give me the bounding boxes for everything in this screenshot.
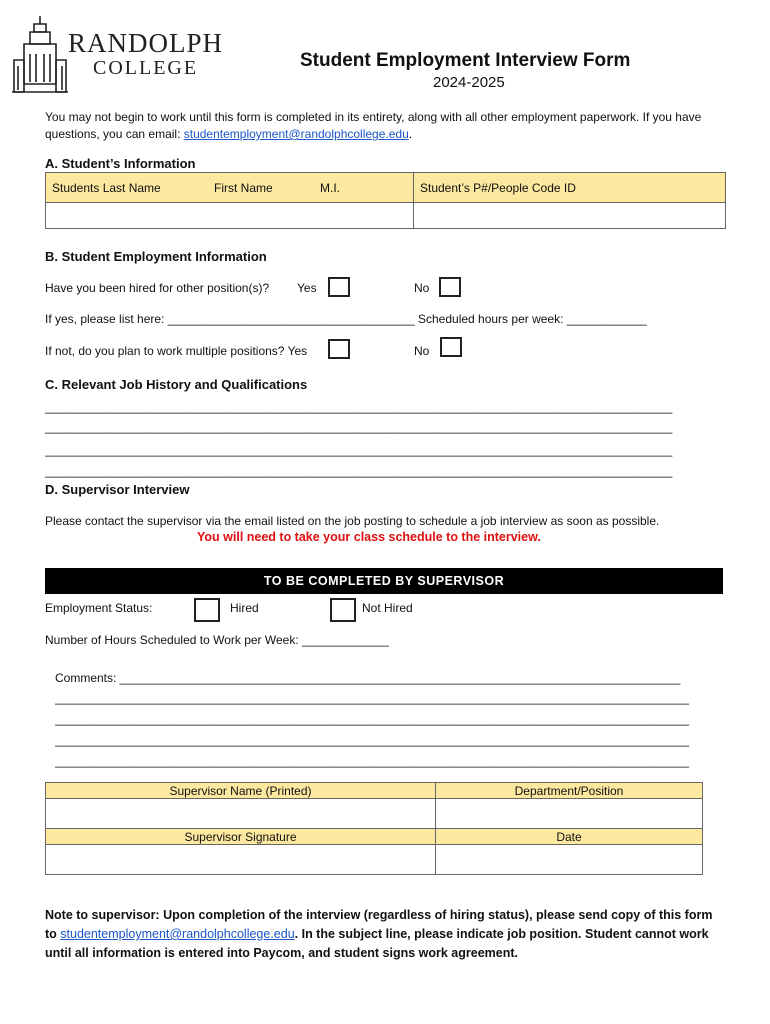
student-info-table (45, 172, 726, 229)
supervisor-name-input[interactable] (46, 799, 436, 829)
note-part-1: Note to supervisor: Upon completion of the interview (regardless of hiring status), please send copy of this form to (45, 908, 713, 941)
q3-no-checkbox[interactable] (440, 337, 462, 357)
intro-end: . (408, 127, 413, 141)
comments-line-1[interactable]: Comments: ____________________________________________________________________________________ (55, 671, 681, 685)
comments-line-3[interactable]: _______________________________________________________________________________________________ (55, 712, 690, 726)
employment-status-label: Employment Status: (45, 601, 153, 615)
department-input[interactable] (436, 799, 703, 829)
q1-no-label: No (414, 281, 430, 295)
section-b-title: B. Student Employment Information (45, 249, 267, 264)
job-history-line-3[interactable]: ______________________________________________________________________________________________ (45, 443, 673, 457)
section-a-title: A. Student’s Information (45, 156, 196, 171)
intro-body: You may not begin to work until this form is completed in its entirety, along with all other employment paperwork. If you have questions, you can email: (45, 110, 702, 141)
randolph-college-logo (10, 14, 70, 96)
q1-no-checkbox[interactable] (439, 277, 461, 297)
note-email-link[interactable]: studentemployment@randolphcollege.edu (60, 927, 295, 941)
q3-no-label: No (414, 344, 430, 358)
supervisor-note (45, 906, 725, 963)
comments-line-2[interactable]: _______________________________________________________________________________________________ (55, 691, 690, 705)
logo-line-2: COLLEGE (93, 57, 199, 79)
not-hired-checkbox[interactable] (330, 598, 356, 622)
section-c-title: C. Relevant Job History and Qualifications (45, 377, 308, 392)
q1-yes-label: Yes (297, 281, 317, 295)
q-hired-other: Have you been hired for other position(s)? (45, 281, 270, 295)
not-hired-label: Not Hired (362, 601, 413, 615)
q-list-positions: If yes, please list here: _____________________________________ Scheduled hours per week: ____________ (45, 312, 647, 326)
col-student-id: Student’s P#/People Code ID (414, 173, 726, 203)
hired-checkbox[interactable] (194, 598, 220, 622)
department-header: Department/Position (436, 783, 703, 799)
section-d-title: D. Supervisor Interview (45, 482, 190, 497)
supervisor-bar: TO BE COMPLETED BY SUPERVISOR (45, 568, 723, 594)
col-first-name: First Name (214, 181, 273, 195)
q3-yes-checkbox[interactable] (328, 339, 350, 359)
student-name-header (46, 173, 414, 203)
intro-email-link[interactable]: studentemployment@randolphcollege.edu (183, 127, 409, 141)
q1-yes-checkbox[interactable] (328, 277, 350, 297)
supervisor-sign-table (45, 782, 703, 875)
q-multiple-positions: If not, do you plan to work multiple positions? Yes (45, 344, 308, 358)
student-name-input[interactable] (46, 203, 414, 229)
signature-header: Supervisor Signature (46, 829, 436, 845)
supervisor-instructions: Please contact the supervisor via the email listed on the job posting to schedule a job interview as soon as possible. (45, 514, 660, 528)
student-id-input[interactable] (414, 203, 726, 229)
intro-text (45, 109, 725, 143)
signature-input[interactable] (46, 845, 436, 875)
logo-line-1: RANDOLPH (68, 28, 224, 58)
col-middle-initial: M.I. (320, 181, 340, 195)
comments-line-4[interactable]: _______________________________________________________________________________________________ (55, 733, 690, 747)
hired-label: Hired (230, 601, 259, 615)
comments-line-5[interactable]: _______________________________________________________________________________________________ (55, 754, 690, 768)
job-history-line-2[interactable]: ______________________________________________________________________________________________ (45, 420, 673, 434)
hours-scheduled: Number of Hours Scheduled to Work per Week: _____________ (45, 633, 389, 647)
form-year: 2024-2025 (433, 74, 505, 91)
date-header: Date (436, 829, 703, 845)
supervisor-name-header: Supervisor Name (Printed) (46, 783, 436, 799)
note-part-2: . In the subject line, please indicate job position. Student cannot work until all information is entered into Paycom, and student signs work agreement. (45, 927, 709, 960)
class-schedule-warning: You will need to take your class schedule to the interview. (197, 530, 541, 544)
job-history-line-1[interactable]: ______________________________________________________________________________________________ (45, 400, 673, 414)
date-input[interactable] (436, 845, 703, 875)
col-last-name: Students Last Name (52, 180, 161, 195)
job-history-line-4[interactable]: ______________________________________________________________________________________________ (45, 464, 673, 478)
form-title: Student Employment Interview Form (300, 50, 631, 71)
